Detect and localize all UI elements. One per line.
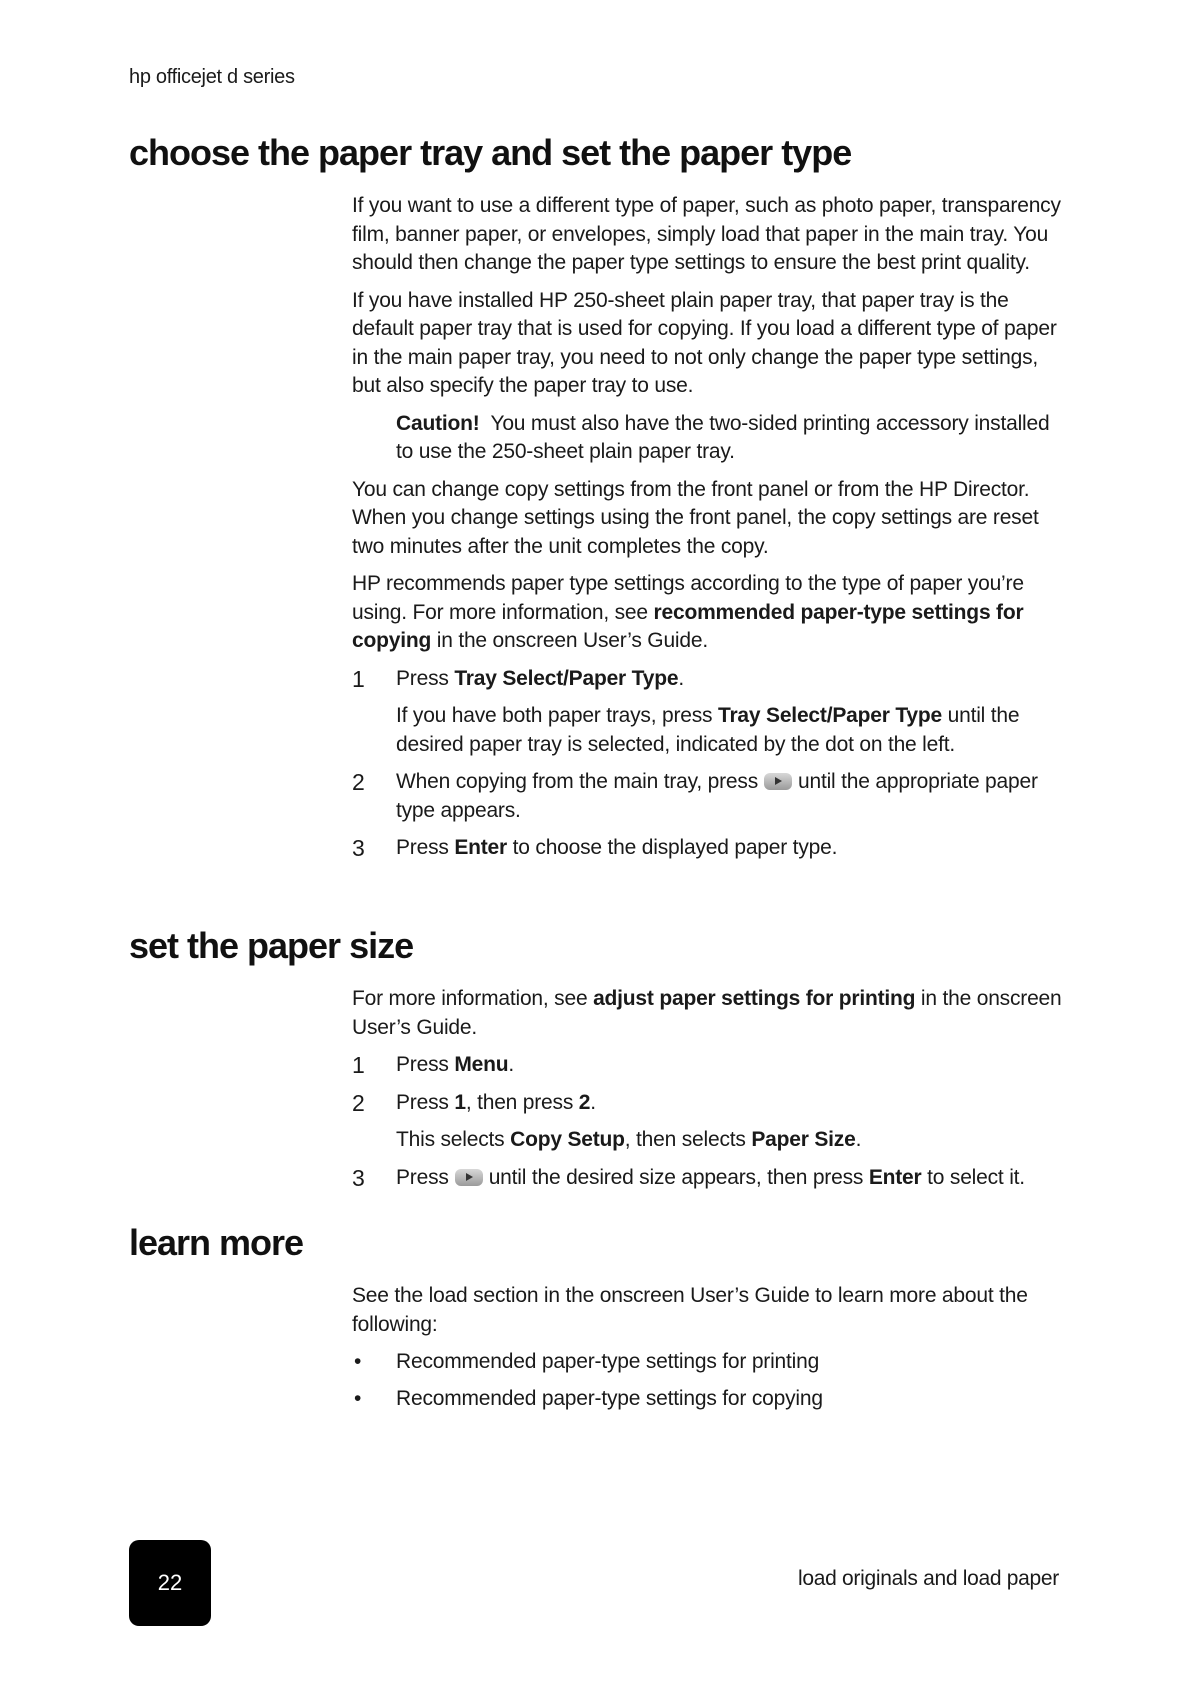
list-item — [352, 1348, 1064, 1377]
key-name: Tray Select/Paper Type — [717, 704, 942, 727]
step-number: 1 — [352, 665, 365, 692]
bullet: • — [354, 1386, 362, 1410]
text: If you have both paper trays, press — [396, 704, 718, 727]
step-number: 2 — [352, 1089, 365, 1116]
step-2 — [352, 1089, 1064, 1118]
text: For more information, see — [352, 987, 594, 1010]
paragraph — [352, 985, 1064, 1042]
text: . — [678, 666, 684, 690]
text: Press — [396, 666, 455, 690]
section-body-paper-size — [352, 985, 1064, 1201]
caution-text: You must also have the two-sided printing accessory installed to use the 250-sheet plain paper tray. — [396, 411, 1050, 463]
text: HP recommends paper type settings according to the type of paper you’re using. For more information, see — [352, 572, 1024, 624]
step-2 — [352, 768, 1064, 825]
text: Press — [396, 1053, 455, 1076]
menu-name: Paper Size — [751, 1128, 856, 1151]
text: This selects — [396, 1128, 511, 1151]
bold-reference: adjust paper settings for printing — [593, 987, 916, 1010]
text: . — [855, 1128, 862, 1151]
step-number: 1 — [352, 1052, 365, 1078]
list-item-text: Recommended paper-type settings for copying — [396, 1386, 823, 1410]
caution-note — [396, 410, 1064, 467]
step-1-detail — [396, 702, 1064, 759]
step-1 — [352, 665, 1064, 694]
text: , then press — [465, 1090, 579, 1114]
text: , then selects — [624, 1128, 752, 1151]
bullet: • — [354, 1350, 362, 1373]
step-number: 3 — [352, 835, 365, 861]
step-3 — [352, 1164, 1064, 1193]
list-item — [352, 1385, 1064, 1414]
text: Press — [396, 1090, 455, 1114]
key-name: Enter — [868, 1165, 922, 1189]
text: Press — [396, 836, 455, 859]
page-number-box — [129, 1540, 211, 1626]
section-body-learn-more — [352, 1282, 1064, 1421]
text: When copying from the main tray, press — [396, 770, 758, 793]
section-title-paper-tray: choose the paper tray and set the paper type — [129, 132, 852, 173]
key-name: Tray Select/Paper Type — [454, 666, 679, 690]
key-name: 2 — [578, 1090, 591, 1114]
step-number: 2 — [352, 769, 365, 795]
caution-label: Caution! — [396, 411, 480, 435]
page-number: 22 — [157, 1570, 183, 1595]
section-body-paper-tray — [352, 192, 1064, 872]
text: . — [590, 1090, 596, 1114]
list-item-text: Recommended paper-type settings for printing — [396, 1350, 820, 1373]
text: Press — [396, 1165, 449, 1189]
key-name: Menu — [454, 1053, 509, 1076]
text: until the appropriate paper type appears. — [396, 770, 1038, 822]
text: to select it. — [921, 1165, 1025, 1189]
running-header: hp officejet d series — [129, 66, 295, 88]
step-3 — [352, 834, 1064, 863]
paragraph — [352, 570, 1064, 656]
menu-name: Copy Setup — [510, 1128, 625, 1151]
text: to choose the displayed paper type. — [507, 836, 838, 859]
key-name: Enter — [454, 836, 508, 859]
text: until the desired size appears, then press — [488, 1165, 869, 1189]
paragraph: See the load section in the onscreen User’s Guide to learn more about the following: — [352, 1284, 1028, 1336]
step-2-detail — [396, 1126, 1064, 1155]
paragraph: You can change copy settings from the front panel or from the HP Director. When you change settings using the front panel, the copy settings are reset two minutes after the unit completes the copy. — [352, 477, 1039, 558]
key-name: 1 — [454, 1090, 466, 1114]
right-arrow-button-icon — [764, 773, 792, 790]
bold-reference: recommended paper-type settings for copying — [352, 600, 1024, 652]
chapter-title: load originals and load paper — [798, 1567, 1059, 1590]
paragraph: If you want to use a different type of paper, such as photo paper, transparency film, banner paper, or envelopes, simply load that paper in the main tray. You should then change the paper type settings to ensure the best print quality. — [352, 194, 1061, 274]
right-arrow-button-icon — [455, 1169, 483, 1186]
section-title-paper-size: set the paper size — [129, 925, 414, 966]
paragraph: If you have installed HP 250-sheet plain paper tray, that paper tray is the default paper tray that is used for copying. If you load a different type of paper in the main paper tray, you need to not only change the paper type settings, but also specify the paper tray to use. — [352, 288, 1057, 397]
step-number: 3 — [352, 1164, 365, 1191]
step-1 — [352, 1051, 1064, 1080]
text: in the onscreen User’s Guide. — [352, 987, 1062, 1039]
text: until the desired paper tray is selected, indicated by the dot on the left. — [396, 704, 1020, 756]
text: in the onscreen User’s Guide. — [431, 629, 708, 652]
text: . — [508, 1053, 514, 1076]
section-title-learn-more: learn more — [129, 1222, 304, 1263]
